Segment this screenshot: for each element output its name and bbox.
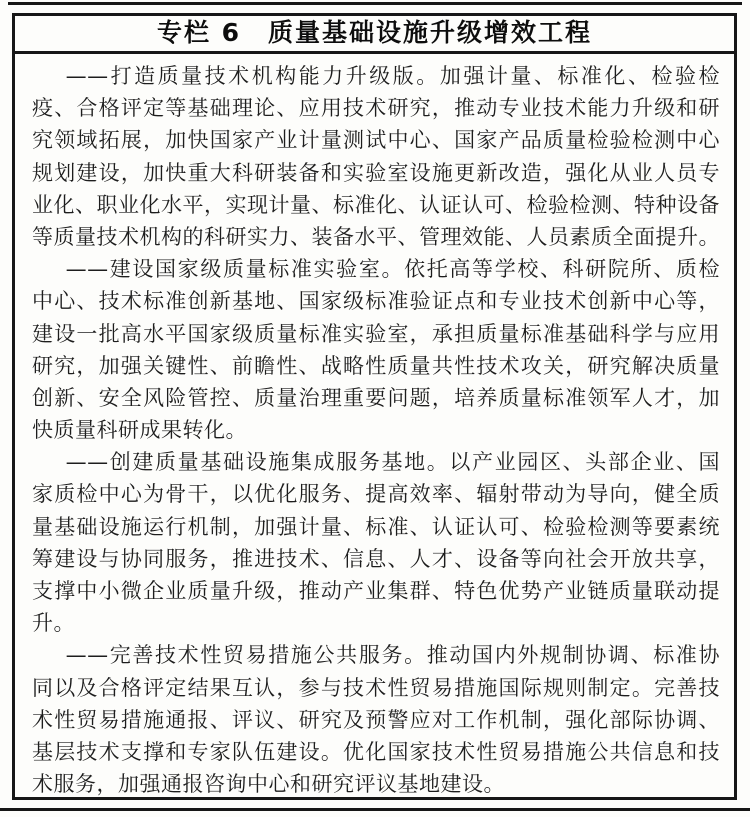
text-line: 究领域拓展，加快国家产业计量测试中心、国家产品质量检验检测中心	[32, 128, 720, 153]
text-line: 疫、合格评定等基础理论、应用技术研究，推动专业技术能力升级和研	[32, 96, 720, 121]
paragraph	[32, 253, 720, 446]
box-title: 专栏 6 质量基础设施升级增效工程	[15, 16, 734, 54]
text-line: 量基础设施运行机制，加强计量、标准、认证认可、检验检测等要素统	[32, 514, 720, 539]
paragraph	[32, 60, 720, 253]
text-line: ——创建质量基础设施集成服务基地。以产业园区、头部企业、国	[65, 450, 720, 475]
box-body	[15, 54, 734, 800]
top-rule	[8, 2, 742, 5]
text-line: 同以及合格评定结果互认，参与技术性贸易措施国际规则制定。完善技	[32, 675, 720, 700]
text-line: 创新、安全风险管控、质量治理重要问题，培养质量标准领军人才，加	[32, 385, 720, 410]
text-line: 筹建设与协同服务，推进技术、信息、人才、设备等向社会开放共享，	[32, 546, 720, 571]
paragraph	[32, 446, 720, 639]
text-line: 术性贸易措施通报、评议、研究及预警应对工作机制，强化部际协调、	[32, 707, 720, 732]
text-line: 业化、职业化水平，实现计量、标准化、认证认可、检验检测、特种设备	[32, 192, 720, 217]
text-line: 中心、技术标准创新基地、国家级标准验证点和专业技术创新中心等，	[32, 289, 720, 314]
text-line: 支撑中小微企业质量升级，推动产业集群、特色优势产业链质量联动提	[32, 579, 720, 603]
text-line: 升。	[32, 611, 75, 636]
text-line: 等质量技术机构的科研实力、装备水平、管理效能、人员素质全面提升。	[32, 224, 720, 249]
paragraph	[32, 639, 720, 800]
text-line: 研究，加强关键性、前瞻性、战略性质量共性技术攻关，研究解决质量	[32, 353, 720, 378]
text-line: 基层技术支撑和专家队伍建设。优化国家技术性贸易措施公共信息和技	[32, 739, 720, 764]
text-line: ——打造质量技术机构能力升级版。加强计量、标准化、检验检	[65, 64, 720, 88]
text-line: ——建设国家级质量标准实验室。依托高等学校、科研院所、质检	[65, 257, 720, 282]
text-line: 建设一批高水平国家级质量标准实验室，承担质量标准基础科学与应用	[32, 321, 720, 346]
column-box	[12, 13, 737, 800]
text-line: 术服务，加强通报咨询中心和研究评议基地建设。	[32, 772, 505, 797]
text-line: 家质检中心为骨干，以优化服务、提高效率、辐射带动为导向，健全质	[32, 482, 720, 507]
text-line: 规划建设，加快重大科研装备和实验室设施更新改造，强化从业人员专	[32, 160, 720, 185]
text-line: ——完善技术性贸易措施公共服务。推动国内外规制协调、标准协	[65, 643, 720, 668]
text-line: 快质量科研成果转化。	[32, 418, 247, 443]
bottom-rule	[0, 808, 750, 811]
